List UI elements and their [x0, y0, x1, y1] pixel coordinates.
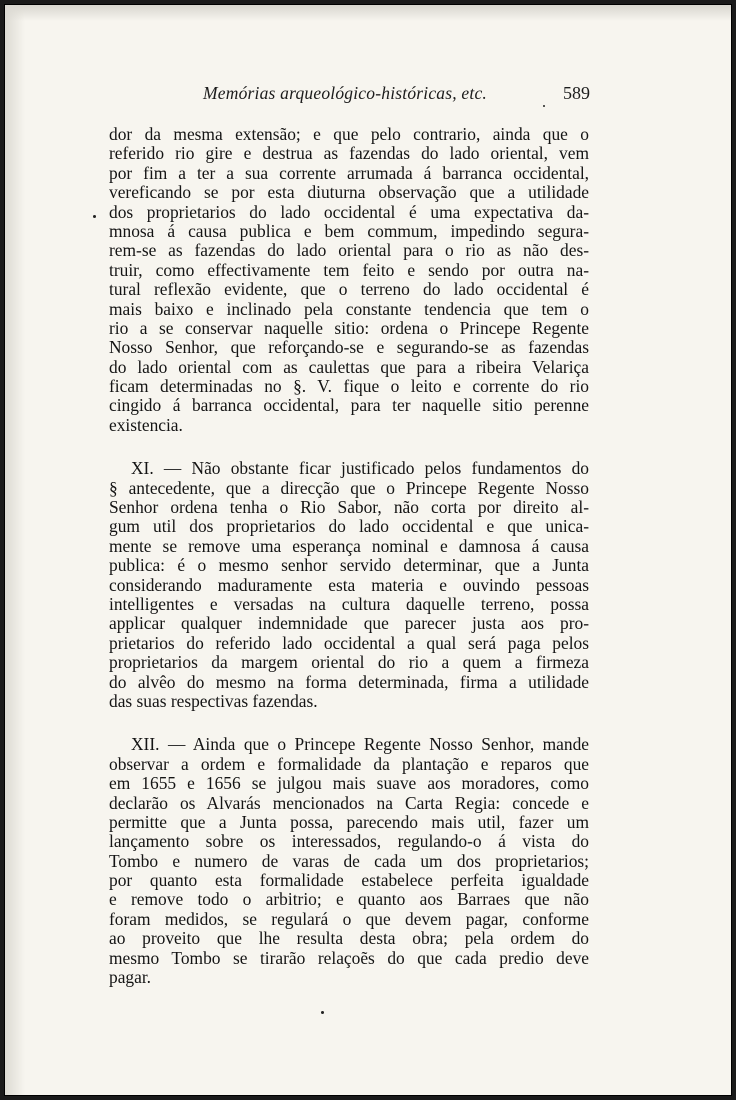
paragraph-xi — [109, 459, 589, 711]
text-line: mente se remove uma esperança nominal e damnosa á causa — [109, 535, 589, 556]
text-line: XI. — Não obstante ficar justificado pelos fundamentos do — [131, 458, 589, 479]
text-line: truir, como effectivamente tem feito e sendo por outra na- — [109, 259, 589, 280]
text-line: observar a ordem e formalidade da plantação e reparos que — [109, 753, 589, 774]
text-line: dor da mesma extensão; e que pelo contrario, ainda que o — [109, 124, 589, 144]
text-line: gum util dos proprietarios do lado occidental e que unica- — [109, 516, 589, 537]
text-line: dos proprietarios do lado occidental é uma expectativa da- — [109, 201, 589, 222]
text-line: e remove todo o arbitrio; e quanto aos Barraes que não — [109, 889, 589, 910]
text-line: Senhor ordena tenha o Rio Sabor, não corta por direito al- — [109, 497, 589, 518]
text-line: do alvêo do mesmo na forma determinada, firma a utilidade — [109, 671, 589, 692]
ink-speck — [93, 215, 96, 218]
scanned-page — [4, 4, 732, 1096]
text-line: pagar. — [109, 967, 152, 988]
page-header — [105, 83, 590, 109]
text-line: das suas respectivas fazendas. — [109, 690, 318, 711]
text-line: ficam determinadas no §. V. fique o leito e corrente do rio — [109, 376, 589, 397]
text-line: permitte que a Junta possa, parecendo mais util, fazer um — [109, 811, 589, 832]
text-line: tural reflexão evidente, que o terreno do lado occidental é — [109, 279, 589, 300]
ink-speck — [321, 1011, 324, 1014]
ink-speck — [543, 105, 545, 107]
text-line: considerando maduramente esta materia e ouvindo pessoas — [109, 574, 589, 595]
paragraph-1 — [109, 125, 589, 435]
text-line: declarão os Alvarás mencionados na Carta Regia: concede e — [109, 792, 589, 813]
text-line: ao proveito que lhe resulta desta obra; pela ordem do — [109, 928, 589, 949]
body-text — [109, 125, 589, 1011]
text-line: em 1655 e 1656 se julgou mais suave aos moradores, como — [109, 773, 589, 794]
text-line: applicar qualquer indemnidade que parecer justa aos pro- — [109, 613, 589, 634]
text-line: XII. — Ainda que o Princepe Regente Nosso Senhor, mande — [131, 734, 589, 755]
text-line: por fim a ter a sua corrente arrumada á barranca occidental, — [109, 162, 589, 183]
text-line: lançamento sobre os interessados, regulando-o á vista do — [109, 831, 589, 852]
text-line: do lado oriental com as caulettas que para a ribeira Velariça — [109, 356, 589, 377]
left-edge-shadow — [5, 5, 25, 1095]
text-line: proprietarios da margem oriental do rio a quem a firmeza — [109, 652, 589, 673]
page-number: 589 — [563, 83, 590, 103]
text-line: prietarios do referido lado occidental a qual será paga pelos — [109, 632, 589, 653]
top-edge-shadow — [5, 5, 731, 21]
text-line: Tombo e numero de varas de cada um dos proprietarios; — [109, 850, 589, 871]
text-line: existencia. — [109, 414, 183, 435]
running-title: Memórias arqueológico-históricas, etc. — [203, 83, 487, 103]
text-line: § antecedente, que a direcção que o Princepe Regente Nosso — [109, 477, 589, 498]
paragraph-xii — [109, 735, 589, 987]
text-line: rio a se conservar naquelle sitio: ordena o Princepe Regente — [109, 317, 589, 338]
text-line: rem-se as fazendas do lado oriental para o rio as não des- — [109, 240, 589, 261]
text-line: foram medidos, se regulará o que devem pagar, conforme — [109, 908, 589, 929]
text-line: publica: é o mesmo senhor servido determinar, que a Junta — [109, 555, 589, 576]
text-line: por quanto esta formalidade estabelece perfeita igualdade — [109, 870, 589, 891]
text-line: cingido á barranca occidental, para ter naquelle sitio perenne — [109, 395, 589, 416]
text-line: mais baixo e inclinado pela constante tendencia que tem o — [109, 298, 589, 319]
text-line: vereficando se por esta diuturna observação que a utilidade — [109, 182, 589, 203]
text-line: mesmo Tombo se tirarão relaçoẽs do que cada predio deve — [109, 947, 589, 968]
text-line: referido rio gire e destrua as fazendas do lado oriental, vem — [109, 143, 589, 164]
text-line: intelligentes e versadas na cultura daquelle terreno, possa — [109, 593, 589, 614]
text-line: mnosa á causa publica e bem commum, impedindo segura- — [109, 220, 589, 241]
text-line: Nosso Senhor, que reforçando-se e segurando-se as fazendas — [109, 337, 589, 358]
